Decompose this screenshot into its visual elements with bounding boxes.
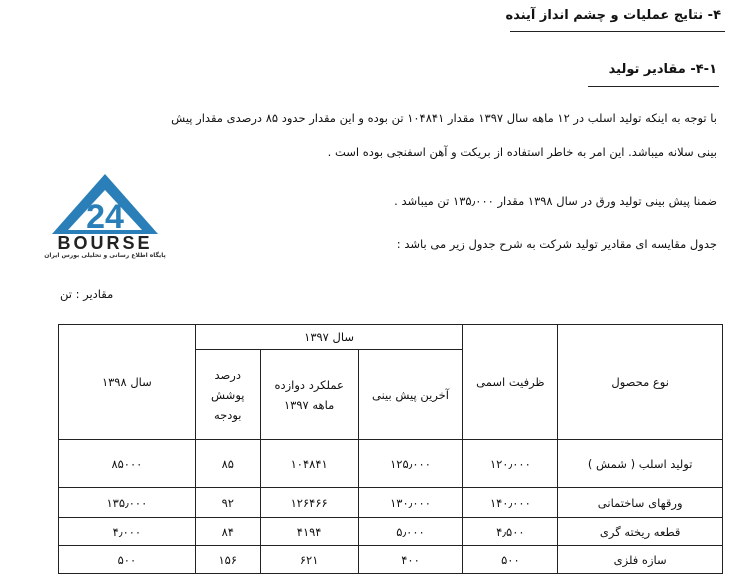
header-coverage: درصد پوشش بودجه (195, 350, 260, 440)
cell-product: ورقهای ساختمانی (558, 488, 723, 518)
cell-product: تولید اسلب ( شمش ) (558, 440, 723, 488)
header-product: نوع محصول (558, 325, 723, 440)
table-row (59, 518, 723, 546)
logo-wordmark: BOURSE (57, 233, 153, 252)
cell-capacity: ۴٫۵۰۰ (463, 518, 558, 546)
production-table (58, 324, 723, 574)
cell-year-1398: ۵۰۰ (59, 546, 196, 574)
paragraph-2: بینی سلانه میباشد. این امر به خاطر استفاده از بریکت و آهن اسفنجی بوده است . (327, 145, 717, 159)
cell-year-1398: ۴٫۰۰۰ (59, 518, 196, 546)
table-row (59, 440, 723, 488)
paragraph-4: جدول مقایسه ای مقادیر تولید شرکت به شرح جدول زیر می باشد : (396, 237, 717, 251)
cell-actual: ۱۲۶۴۶۶ (260, 488, 358, 518)
section-title: ۴- نتایج عملیات و چشم انداز آینده (505, 8, 721, 23)
cell-coverage: ۸۵ (195, 440, 260, 488)
cell-actual: ۶۲۱ (260, 546, 358, 574)
cell-forecast: ۴۰۰ (358, 546, 463, 574)
header-year-1397: سال ۱۳۹۷ (195, 325, 463, 350)
header-forecast: آخرین پیش بینی (358, 350, 463, 440)
cell-capacity: ۱۲۰٫۰۰۰ (463, 440, 558, 488)
paragraph-1: با توجه به اینکه تولید اسلب در ۱۲ ماهه سال ۱۳۹۷ مقدار ۱۰۴۸۴۱ تن بوده و این مقدار حدود ۸۵ درصدی مقدار پیش (171, 111, 717, 125)
header-year-1398: سال ۱۳۹۸ (59, 325, 196, 440)
cell-actual: ۱۰۴۸۴۱ (260, 440, 358, 488)
bourse-logo (30, 172, 180, 267)
cell-year-1398: ۸۵۰۰۰ (59, 440, 196, 488)
table-row (59, 546, 723, 574)
cell-coverage: ۱۵۶ (195, 546, 260, 574)
units-label: مقادیر : تن (60, 287, 114, 301)
cell-year-1398: ۱۳۵٫۰۰۰ (59, 488, 196, 518)
cell-forecast: ۱۳۰٫۰۰۰ (358, 488, 463, 518)
cell-actual: ۴۱۹۴ (260, 518, 358, 546)
svg-text:24: 24 (86, 198, 124, 236)
subsection-title-underline (588, 86, 719, 87)
subsection-title: ۴-۱- مقادیر تولید (608, 62, 717, 77)
cell-coverage: ۹۲ (195, 488, 260, 518)
cell-coverage: ۸۴ (195, 518, 260, 546)
cell-capacity: ۱۴۰٫۰۰۰ (463, 488, 558, 518)
header-actual: عملکرد دوازده ماهه ۱۳۹۷ (260, 350, 358, 440)
cell-product: سازه فلزی (558, 546, 723, 574)
table-header-row (59, 325, 723, 350)
section-title-underline (510, 31, 725, 32)
bourse-logo-mark (30, 172, 180, 252)
header-capacity: ظرفیت اسمی (463, 325, 558, 440)
table-row (59, 488, 723, 518)
logo-caption: پایگاه اطلاع رسانی و تحلیلی بورس ایران (44, 252, 166, 259)
cell-forecast: ۱۲۵٫۰۰۰ (358, 440, 463, 488)
cell-product: قطعه ریخته گری (558, 518, 723, 546)
cell-forecast: ۵٫۰۰۰ (358, 518, 463, 546)
paragraph-3: ضمنا پیش بینی تولید ورق در سال ۱۳۹۸ مقدار ۱۳۵٫۰۰۰ تن میباشد . (394, 194, 717, 208)
cell-capacity: ۵۰۰ (463, 546, 558, 574)
